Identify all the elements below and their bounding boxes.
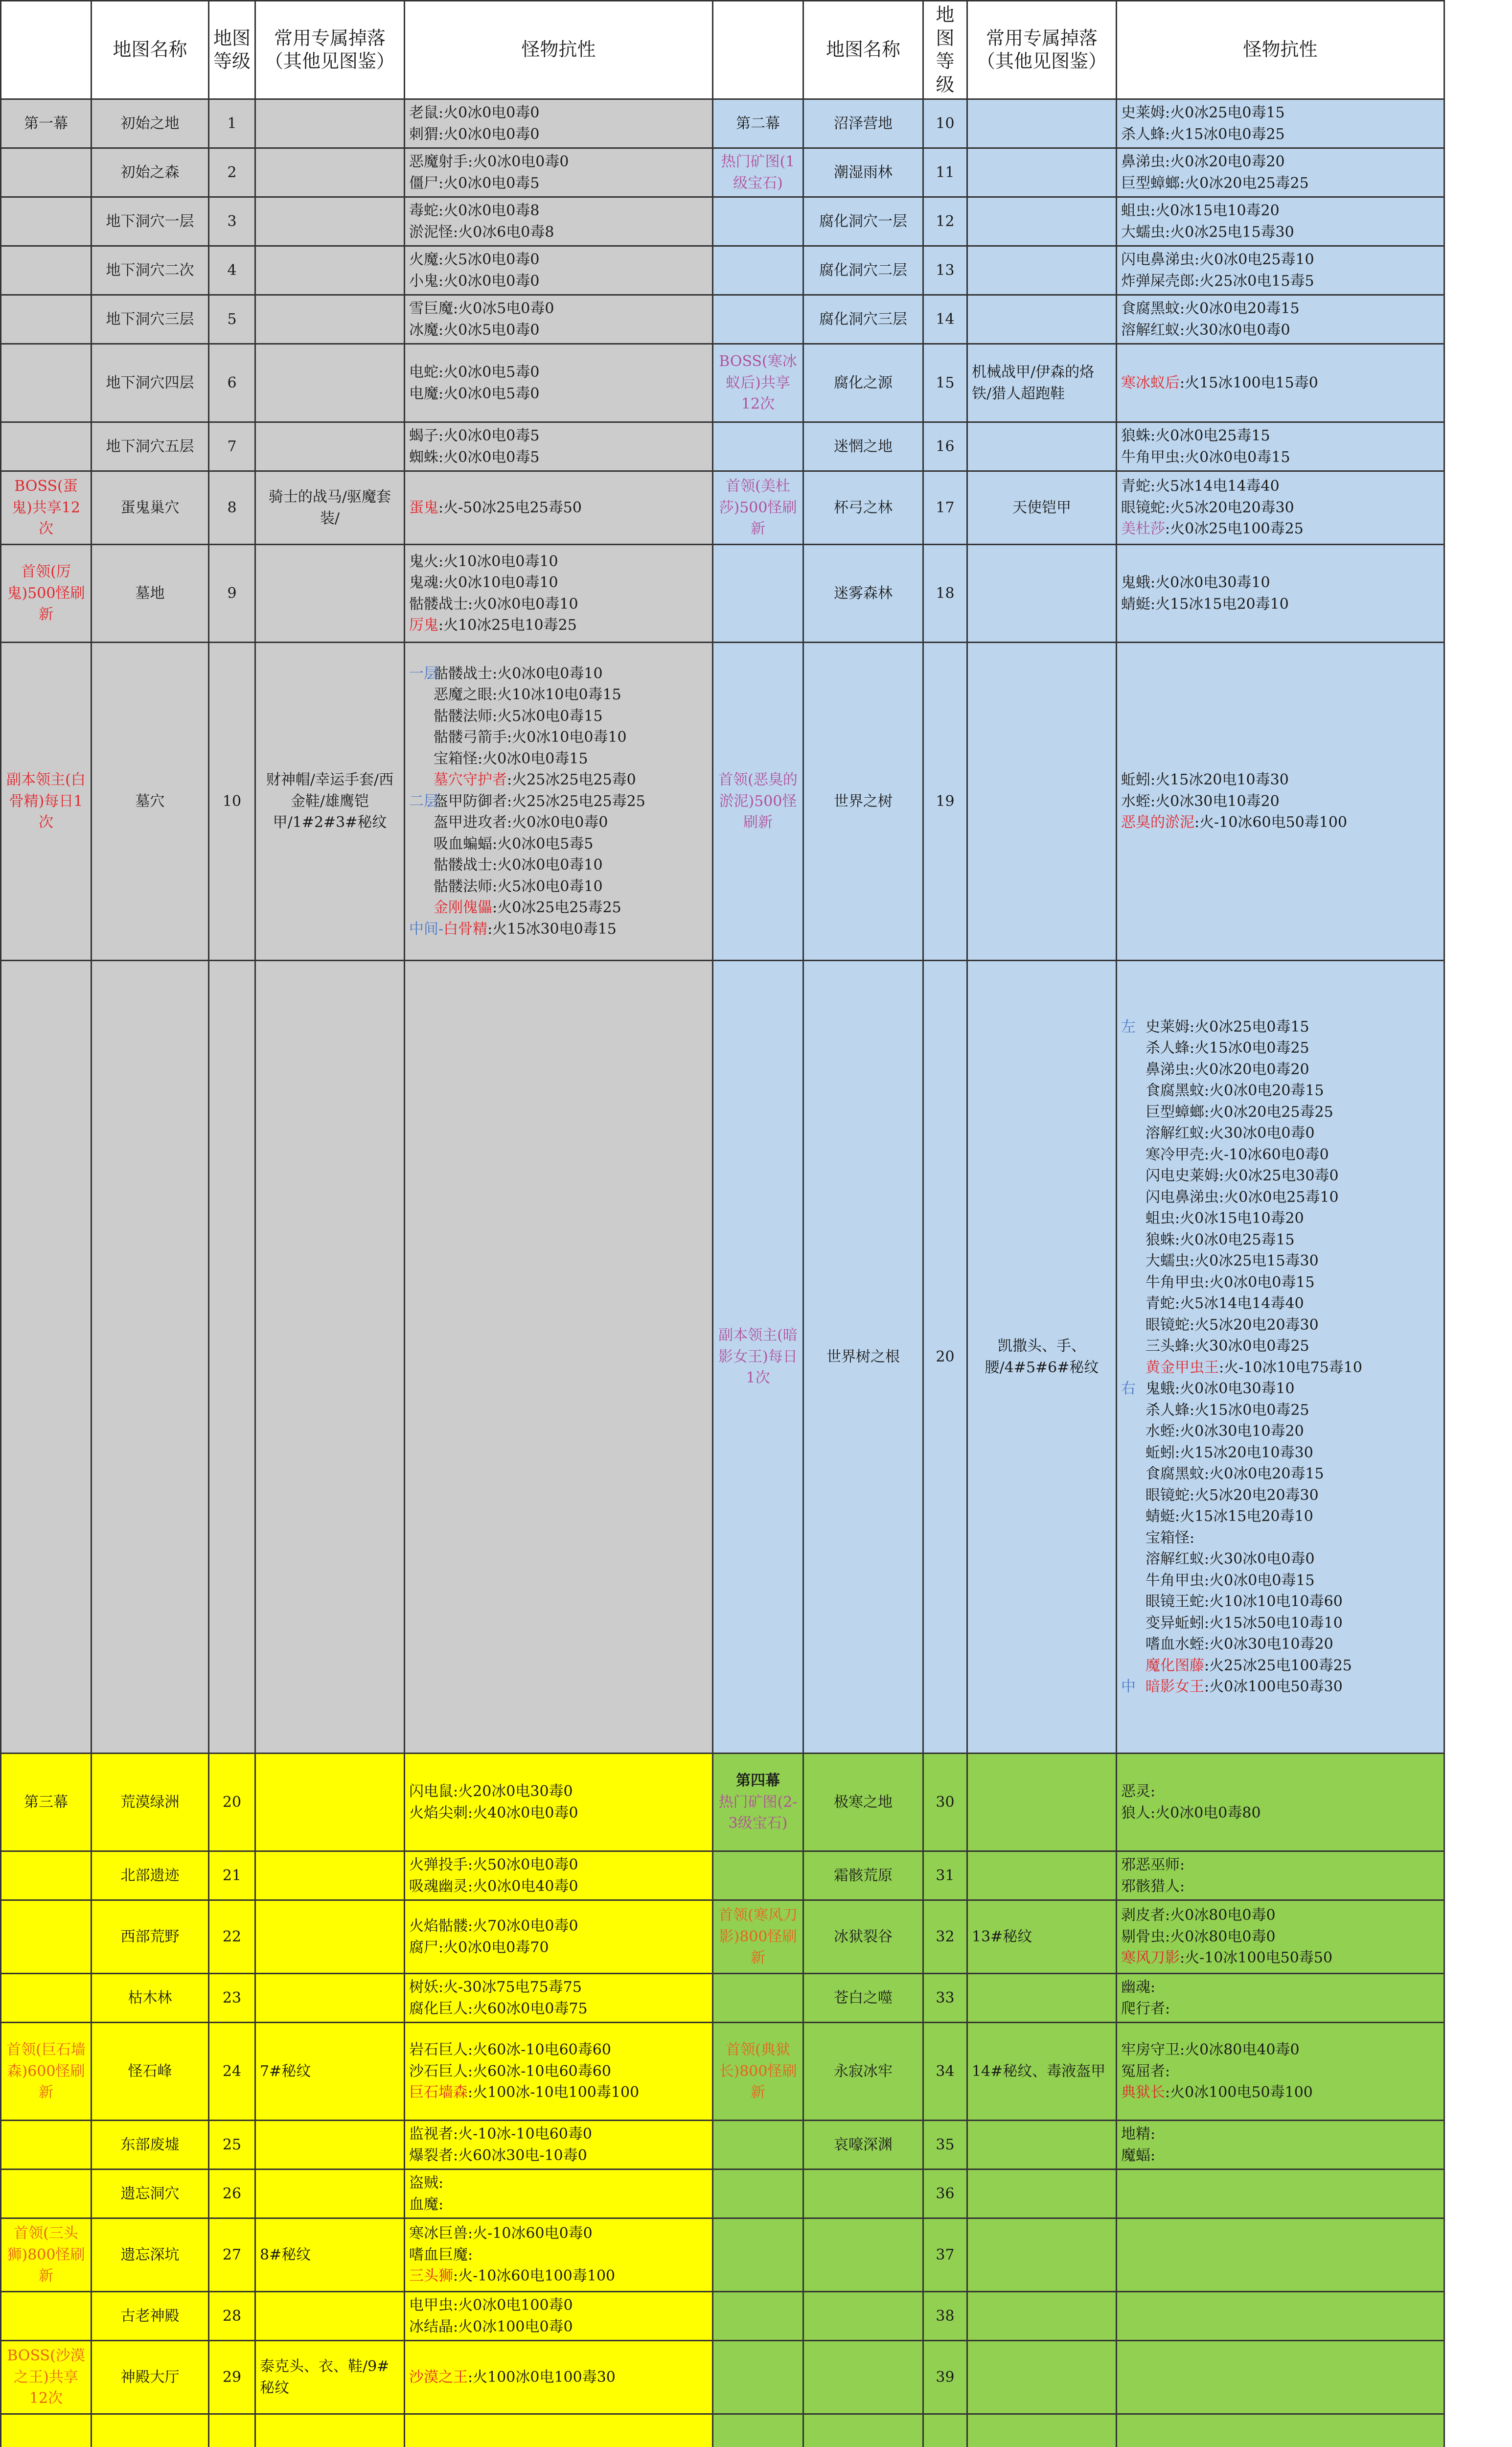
drops xyxy=(255,99,405,148)
map-name: 沼泽营地 xyxy=(803,99,923,148)
boss-tag: BOSS(沙漠之王)共享12次 xyxy=(1,2341,92,2414)
map-name: 极寒之地 xyxy=(803,1754,923,1851)
drops: 8#秘纹 xyxy=(255,2218,405,2292)
map-name: 杯弓之林 xyxy=(803,471,923,545)
hot-map-tag: 热门矿图(1级宝石) xyxy=(713,148,803,197)
map-level: 3 xyxy=(209,197,255,246)
map-level: 6 xyxy=(209,344,255,422)
resist: 食腐黑蚊:火0冰0电20毒15 溶解红蚁:火30冰0电0毒0 xyxy=(1117,295,1444,344)
table-row xyxy=(1,2023,1444,2121)
resist: 鬼火:火10冰0电0毒10 鬼魂:火0冰10电0毒10 骷髅战士:火0冰0电0毒10 厉鬼:火10冰25电10毒25 xyxy=(405,545,713,643)
map-level: 12 xyxy=(923,197,967,246)
map-name: 地下洞穴四层 xyxy=(92,344,209,422)
table-row xyxy=(1,422,1444,471)
map-level xyxy=(923,2414,967,2447)
table-row xyxy=(1,2341,1444,2414)
map-level: 36 xyxy=(923,2170,967,2218)
resist: 监视者:火-10冰-10电60毒0 爆裂者:火60冰30电-10毒0 xyxy=(405,2121,713,2170)
boss-tag: BOSS(寒冰蚁后)共享12次 xyxy=(713,344,803,422)
resist: 沙漠之王:火100冰0电100毒30 xyxy=(405,2341,713,2414)
act2-label: 第二幕 xyxy=(713,99,803,148)
map-level: 20 xyxy=(923,961,967,1754)
drops: 14#秘纹、毒液盔甲 xyxy=(967,2023,1117,2121)
drops: 泰克头、衣、鞋/9#秘纹 xyxy=(255,2341,405,2414)
table-row xyxy=(1,471,1444,545)
header-map-name-right: 地图名称 xyxy=(803,1,923,99)
drops: 7#秘纹 xyxy=(255,2023,405,2121)
map-name: 哀嚎深渊 xyxy=(803,2121,923,2170)
map-name: 苍白之噬 xyxy=(803,1974,923,2023)
table-row xyxy=(1,1900,1444,1974)
resist xyxy=(405,2414,713,2447)
resist: 狼蛛:火0冰0电25毒15 牛角甲虫:火0冰0电0毒15 xyxy=(1117,422,1444,471)
resist: 左 史莱姆:火0冰25电0毒15 杀人蜂:火15冰0电0毒25 鼻涕虫:火0冰20电0毒20 食腐黑蚊:火0冰0电20毒15 巨型蟑螂:火0冰20电25毒25 溶解红蚁:火30冰0电0毒0 寒冷甲壳:火-10冰60电0毒0 闪电史莱姆:火0冰25电30毒0 闪电鼻涕虫:火0冰0电25毒10 蛆虫:火0冰15电10毒20 狼蛛:火0冰0电25毒15 大蠕虫:火0冰25电15毒30 牛角甲虫:火0冰0电0毒15 青蛇:火5冰14电14毒40 眼镜蛇:火5冰20电20毒30 三头蜂:火30冰0电0毒25 黄金甲虫王:火-10冰10电75毒10 右 鬼蛾:火0冰0电30毒10 杀人蜂:火15冰0电0毒25 水蛭:火0冰30电10毒20 蚯蚓:火15冰20电10毒30 食腐黑蚊:火0冰0电20毒15 眼镜蛇:火5冰20电20毒30 蜻蜓:火15冰15电20毒10 宝箱怪: 溶解红蚁:火30冰0电0毒0 牛角甲虫:火0冰0电0毒15 眼镜王蛇:火10冰10电10毒60 变异蚯蚓:火15冰50电10毒10 嗜血水蛭:火0冰30电10毒20 魔化图藤:火25冰25电100毒25 中 暗影女王:火0冰100电50毒30 xyxy=(1117,961,1444,1754)
resist: 寒冰巨兽:火-10冰60电0毒0 嗜血巨魔: 三头狮:火-10冰60电100毒100 xyxy=(405,2218,713,2292)
map-level: 4 xyxy=(209,246,255,295)
lord-tag: 首领(美杜莎)500怪刷新 xyxy=(713,471,803,545)
boss-tag: BOSS(蛋鬼)共享12次 xyxy=(1,471,92,545)
drops: 机械战甲/伊森的烙铁/猎人超跑鞋 xyxy=(967,344,1117,422)
map-level: 10 xyxy=(923,99,967,148)
map-level: 25 xyxy=(209,2121,255,2170)
resist: 史莱姆:火0冰25电0毒15 杀人蜂:火15冰0电0毒25 xyxy=(1117,99,1444,148)
resist: 火魔:火5冰0电0毒0 小鬼:火0冰0电0毒0 xyxy=(405,246,713,295)
act4-label: 第四幕 xyxy=(736,1772,780,1790)
map-level: 35 xyxy=(923,2121,967,2170)
drops xyxy=(255,2414,405,2447)
table-row xyxy=(1,295,1444,344)
dungeon-tag: 副本领主(白骨精)每日1次 xyxy=(1,643,92,961)
map-name: 枯木林 xyxy=(92,1974,209,2023)
table-row xyxy=(1,148,1444,197)
map-name: 遗忘深坑 xyxy=(92,2218,209,2292)
table-row xyxy=(1,197,1444,246)
lord-tag: 首领(典狱长)800怪刷新 xyxy=(713,2023,803,2121)
resist: 寒冰蚁后:火15冰100电15毒0 xyxy=(1117,344,1444,422)
map-level: 37 xyxy=(923,2218,967,2292)
map-level: 26 xyxy=(209,2170,255,2218)
resist: 地精: 魔蝠: xyxy=(1117,2121,1444,2170)
map-level: 19 xyxy=(923,643,967,961)
resist: 幽魂: 爬行者: xyxy=(1117,1974,1444,2023)
act1-label: 第一幕 xyxy=(1,99,92,148)
map-name: 地下洞穴三层 xyxy=(92,295,209,344)
map-level: 30 xyxy=(923,1754,967,1851)
map-level: 7 xyxy=(209,422,255,471)
header-blank xyxy=(1,1,92,99)
drops: 骑士的战马/驱魔套装/ xyxy=(255,471,405,545)
header-map-name: 地图名称 xyxy=(92,1,209,99)
resist: 电蛇:火0冰0电5毒0 电魔:火0冰0电5毒0 xyxy=(405,344,713,422)
header-row xyxy=(1,1,1444,99)
map-name: 迷惘之地 xyxy=(803,422,923,471)
map-name: 腐化洞穴三层 xyxy=(803,295,923,344)
map-name: 地下洞穴一层 xyxy=(92,197,209,246)
map-level: 11 xyxy=(923,148,967,197)
act4-label-cell xyxy=(713,1754,803,1851)
map-name: 腐化洞穴二层 xyxy=(803,246,923,295)
map-level: 2 xyxy=(209,148,255,197)
resist: 蛋鬼:火-50冰25电25毒50 xyxy=(405,471,713,545)
table-row xyxy=(1,1851,1444,1900)
map-name: 神殿大厅 xyxy=(92,2341,209,2414)
map-name: 北部遗迹 xyxy=(92,1851,209,1900)
map-name: 怪石峰 xyxy=(92,2023,209,2121)
map-name: 世界树之根 xyxy=(803,961,923,1754)
map-name: 永寂冰牢 xyxy=(803,2023,923,2121)
resist: 闪电鼠:火20冰0电30毒0 火焰尖刺:火40冰0电0毒0 xyxy=(405,1754,713,1851)
table-row xyxy=(1,344,1444,422)
lord-tag: 首领(恶臭的淤泥)500怪刷新 xyxy=(713,643,803,961)
header-resist: 怪物抗性 xyxy=(405,1,713,99)
map-level xyxy=(209,2414,255,2447)
resist: 蚯蚓:火15冰20电10毒30 水蛭:火0冰30电10毒20 恶臭的淤泥:火-10冰60电50毒100 xyxy=(1117,643,1444,961)
table-row xyxy=(1,2121,1444,2170)
map-name: 地下洞穴二次 xyxy=(92,246,209,295)
map-name: 初始之森 xyxy=(92,148,209,197)
header-drops-right: 常用专属掉落（其他见图鉴） xyxy=(967,1,1117,99)
header-map-level: 地图等级 xyxy=(209,1,255,99)
map-name: 遗忘洞穴 xyxy=(92,2170,209,2218)
map-level: 13 xyxy=(923,246,967,295)
map-name: 世界之树 xyxy=(803,643,923,961)
map-level: 14 xyxy=(923,295,967,344)
map-level: 22 xyxy=(209,1900,255,1974)
drops: 13#秘纹 xyxy=(967,1900,1117,1974)
resist: 毒蛇:火0冰0电0毒8 淤泥怪:火0冰6电0毒8 xyxy=(405,197,713,246)
resist: 火焰骷髅:火70冰0电0毒0 腐尸:火0冰0电0毒70 xyxy=(405,1900,713,1974)
map-name: 墓穴 xyxy=(92,643,209,961)
map-level: 24 xyxy=(209,2023,255,2121)
lord-tag: 首领(寒风刀影)800怪刷新 xyxy=(713,1900,803,1974)
dungeon-tag: 副本领主(暗影女王)每日1次 xyxy=(713,961,803,1754)
map-name: 迷雾森林 xyxy=(803,545,923,643)
header-drops: 常用专属掉落（其他见图鉴） xyxy=(255,1,405,99)
resist: 恶灵: 狼人:火0冰0电0毒80 xyxy=(1117,1754,1444,1851)
resist: 青蛇:火5冰14电14毒40 眼镜蛇:火5冰20电20毒30 美杜莎:火0冰25电100毒25 xyxy=(1117,471,1444,545)
resist: 火弹投手:火50冰0电0毒0 吸魂幽灵:火0冰0电40毒0 xyxy=(405,1851,713,1900)
map-level: 21 xyxy=(209,1851,255,1900)
resist: 雪巨魔:火0冰5电0毒0 冰魔:火0冰5电0毒0 xyxy=(405,295,713,344)
map-level: 32 xyxy=(923,1900,967,1974)
map-level: 16 xyxy=(923,422,967,471)
table-row xyxy=(1,961,1444,1754)
map-level: 5 xyxy=(209,295,255,344)
header-resist-right: 怪物抗性 xyxy=(1117,1,1444,99)
table-row xyxy=(1,99,1444,148)
resist: 老鼠:火0冰0电0毒0 刺猬:火0冰0电0毒0 xyxy=(405,99,713,148)
map-level: 18 xyxy=(923,545,967,643)
drops: 财神帽/幸运手套/西金鞋/雄鹰铠甲/1#2#3#秘纹 xyxy=(255,643,405,961)
empty-sheet-area xyxy=(1443,0,1512,2447)
map-level: 33 xyxy=(923,1974,967,2023)
lord-tag: 首领(厉鬼)500怪刷新 xyxy=(1,545,92,643)
header-map-level-right: 地图等级 xyxy=(923,1,967,99)
table-row xyxy=(1,2218,1444,2292)
map-name: 冰狱裂谷 xyxy=(803,1900,923,1974)
act3-label: 第三幕 xyxy=(1,1754,92,1851)
map-level: 9 xyxy=(209,545,255,643)
table-row xyxy=(1,246,1444,295)
map-name: 荒漠绿洲 xyxy=(92,1754,209,1851)
map-level: 23 xyxy=(209,1974,255,2023)
resist: 蛆虫:火0冰15电10毒20 大蠕虫:火0冰25电15毒30 xyxy=(1117,197,1444,246)
drops xyxy=(967,99,1117,148)
resist: 鬼蛾:火0冰0电30毒10 蜻蜓:火15冰15电20毒10 xyxy=(1117,545,1444,643)
map-name: 东部废墟 xyxy=(92,2121,209,2170)
resist: 剥皮者:火0冰80电0毒0 剔骨虫:火0冰80电0毒0 寒风刀影:火-10冰100电50毒50 xyxy=(1117,1900,1444,1974)
lord-tag: 首领(三头狮)800怪刷新 xyxy=(1,2218,92,2292)
map-name: 腐化洞穴一层 xyxy=(803,197,923,246)
resist: 一层 骷髅战士:火0冰0电0毒10 恶魔之眼:火10冰10电0毒15 骷髅法师:火5冰0电0毒15 骷髅弓箭手:火0冰10电0毒10 宝箱怪:火0冰0电0毒15 墓穴守护者:火25冰25电25毒0 二层 盔甲防御者:火25冰25电25毒25 盔甲进攻者:火0冰0电0毒0 吸血蝙蝠:火0冰0电5毒5 骷髅战士:火0冰0电0毒10 骷髅法师:火5冰0电0毒10 金刚傀儡:火0冰25电25毒25 中间-白骨精:火15冰30电0毒15 xyxy=(405,643,713,961)
resist: 闪电鼻涕虫:火0冰0电25毒10 炸弹屎壳郎:火25冰0电15毒5 xyxy=(1117,246,1444,295)
resist: 牢房守卫:火0冰80电40毒0 冤屈者: 典狱长:火0冰100电50毒100 xyxy=(1117,2023,1444,2121)
resist: 邪恶巫师: 邪骸猎人: xyxy=(1117,1851,1444,1900)
map-level: 31 xyxy=(923,1851,967,1900)
map-name: 腐化之源 xyxy=(803,344,923,422)
resist: 电甲虫:火0冰0电100毒0 冰结晶:火0冰100电0毒0 xyxy=(405,2292,713,2341)
map-name: 地下洞穴五层 xyxy=(92,422,209,471)
map-name: 初始之地 xyxy=(92,99,209,148)
drops: 凯撒头、手、腰/4#5#6#秘纹 xyxy=(967,961,1117,1754)
drops: 天使铠甲 xyxy=(967,471,1117,545)
table-row xyxy=(1,1754,1444,1851)
map-level: 15 xyxy=(923,344,967,422)
map-level: 17 xyxy=(923,471,967,545)
map-level: 10 xyxy=(209,643,255,961)
lord-tag: 首领(巨石墙森)600怪刷新 xyxy=(1,2023,92,2121)
table-row xyxy=(1,545,1444,643)
table-row xyxy=(1,2414,1444,2447)
map-name: 西部荒野 xyxy=(92,1900,209,1974)
map-level: 38 xyxy=(923,2292,967,2341)
map-name: 潮湿雨林 xyxy=(803,148,923,197)
map-level: 27 xyxy=(209,2218,255,2292)
map-level: 28 xyxy=(209,2292,255,2341)
resist: 恶魔射手:火0冰0电0毒0 僵尸:火0冰0电0毒5 xyxy=(405,148,713,197)
resist: 岩石巨人:火60冰-10电60毒60 沙石巨人:火60冰-10电60毒60 巨石墙森:火100冰-10电100毒100 xyxy=(405,2023,713,2121)
table-row xyxy=(1,2292,1444,2341)
table-row xyxy=(1,1974,1444,2023)
map-level: 1 xyxy=(209,99,255,148)
map-level: 39 xyxy=(923,2341,967,2414)
hot-map-tag: 热门矿图(2-3级宝石) xyxy=(718,1793,798,1832)
table-row xyxy=(1,643,1444,961)
map-name: 蛋鬼巢穴 xyxy=(92,471,209,545)
map-name xyxy=(92,2414,209,2447)
dungeon-tag xyxy=(1,2414,92,2447)
table-row xyxy=(1,2170,1444,2218)
map-name: 墓地 xyxy=(92,545,209,643)
map-level: 29 xyxy=(209,2341,255,2414)
resist: 蝎子:火0冰0电0毒5 蜘蛛:火0冰0电0毒5 xyxy=(405,422,713,471)
resist: 盗贼: 血魔: xyxy=(405,2170,713,2218)
map-level: 34 xyxy=(923,2023,967,2121)
map-name: 霜骸荒原 xyxy=(803,1851,923,1900)
map-name: 古老神殿 xyxy=(92,2292,209,2341)
resist: 树妖:火-30冰75电75毒75 腐化巨人:火60冰0电0毒75 xyxy=(405,1974,713,2023)
map-level: 8 xyxy=(209,471,255,545)
map-level: 20 xyxy=(209,1754,255,1851)
resist: 鼻涕虫:火0冰20电0毒20 巨型蟑螂:火0冰20电25毒25 xyxy=(1117,148,1444,197)
header-blank-right xyxy=(713,1,803,99)
